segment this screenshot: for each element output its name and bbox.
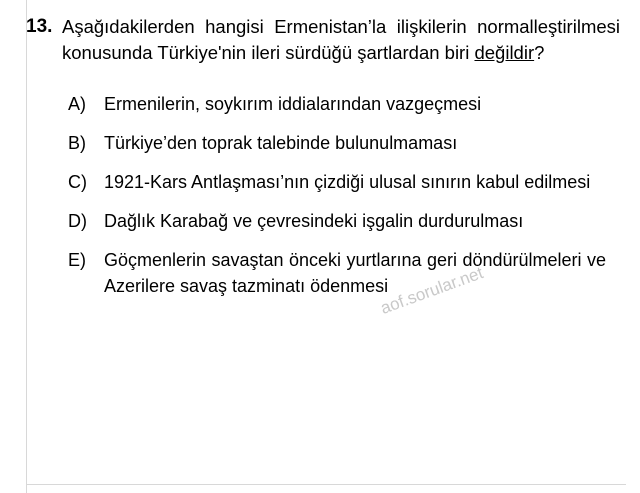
bottom-divider xyxy=(26,484,626,485)
option-text-d: Dağlık Karabağ ve çevresindeki işgalin durdurulması xyxy=(104,210,524,231)
question-block xyxy=(26,14,622,67)
list-item[interactable] xyxy=(68,169,622,195)
list-item[interactable] xyxy=(68,91,622,117)
option-text-b: Türkiye’den toprak talebinde bulunulmaması xyxy=(104,132,458,153)
list-item[interactable] xyxy=(68,208,622,234)
option-letter-a: A) xyxy=(68,93,86,114)
question-number: 13. xyxy=(26,16,53,37)
list-item[interactable] xyxy=(68,247,622,299)
list-item[interactable] xyxy=(68,130,622,156)
question-text-part1: Aşağıdakilerden hangisi Ermenistan’la ilişkilerin normalleştirilmesi konusunda Türkiye'nin ileri sürdüğü şartlardan biri xyxy=(62,16,620,64)
option-text-c: 1921-Kars Antlaşması’nın çizdiği ulusal sınırın kabul edilmesi xyxy=(104,171,591,192)
question-text-part2: ? xyxy=(534,42,545,64)
option-letter-b: B) xyxy=(68,132,86,153)
left-watermark-strip xyxy=(0,0,27,493)
option-letter-d: D) xyxy=(68,210,87,231)
option-letter-c: C) xyxy=(68,171,87,192)
option-text-a: Ermenilerin, soykırım iddialarından vazgeçmesi xyxy=(104,93,482,114)
option-text-e: Göçmenlerin savaştan önceki yurtlarına geri döndürülmeleri ve Azerilere savaş tazminatı ödenmesi xyxy=(104,249,606,296)
exam-question-page xyxy=(26,0,640,493)
options-list xyxy=(26,91,622,300)
question-text-emphasis: değildir xyxy=(474,42,535,64)
question-text xyxy=(62,14,622,67)
option-letter-e: E) xyxy=(68,249,86,270)
diagonal-watermark-text: aof.sorular.net xyxy=(378,263,486,318)
